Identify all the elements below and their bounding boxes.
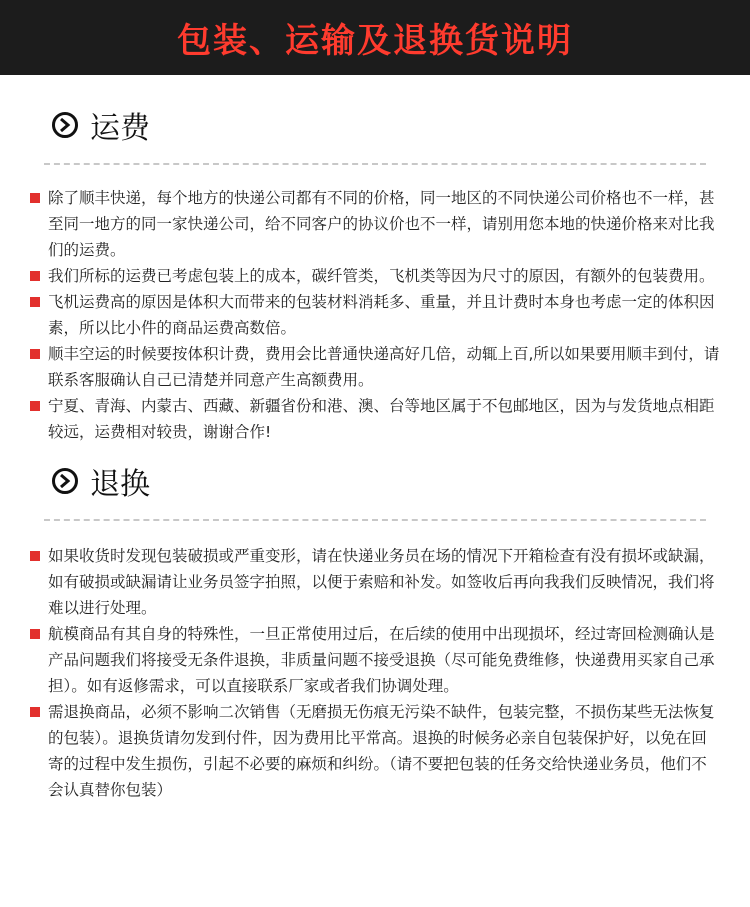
list-item: 顺丰空运的时候要按体积计费，费用会比普通快递高好几倍，动辄上百,所以如果要用顺丰到付，请联系客服确认自己已清楚并同意产生高额费用。 [30, 341, 720, 393]
header-banner [0, 0, 750, 75]
bullet-square-icon [30, 349, 40, 359]
page-title: 包装、运输及退换货说明 [177, 21, 573, 61]
bullet-square-icon [30, 193, 40, 203]
list-item: 宁夏、青海、内蒙古、西藏、新疆省份和港、澳、台等地区属于不包邮地区，因为与发货地点相距较远，运费相对较贵，谢谢合作! [30, 393, 720, 445]
shipping-section-title: 运费 [90, 111, 150, 146]
circle-arrow-right-icon [52, 112, 78, 138]
shipping-section-header [52, 103, 750, 147]
bullet-square-icon [30, 271, 40, 281]
returns-list [30, 543, 720, 803]
returns-section-header [52, 459, 750, 503]
list-item: 飞机运费高的原因是体积大而带来的包装材料消耗多、重量，并且计费时本身也考虑一定的体积因素，所以比小件的商品运费高数倍。 [30, 289, 720, 341]
list-item: 航模商品有其自身的特殊性，一旦正常使用过后，在后续的使用中出现损坏，经过寄回检测确认是产品问题我们将接受无条件退换，非质量问题不接受退换（尽可能免费维修，快递费用买家自己承担）。如有返修需求，可以直接联系厂家或者我们协调处理。 [30, 621, 720, 699]
shipping-list [30, 185, 720, 445]
bullet-square-icon [30, 629, 40, 639]
bullet-square-icon [30, 707, 40, 717]
list-item: 需退换商品，必须不影响二次销售（无磨损无伤痕无污染不缺件，包装完整，不损伤某些无法恢复的包装）。退换货请勿发到付件，因为费用比平常高。退换的时候务必亲自包装保护好，以免在回寄的过程中发生损伤，引起不必要的麻烦和纠纷。（请不要把包装的任务交给快递业务员，他们不会认真替你包装） [30, 699, 720, 803]
list-item: 我们所标的运费已考虑包装上的成本，碳纤管类，飞机类等因为尺寸的原因，有额外的包装费用。 [30, 263, 720, 289]
bullet-square-icon [30, 401, 40, 411]
bullet-square-icon [30, 297, 40, 307]
list-item: 如果收货时发现包装破损或严重变形，请在快递业务员在场的情况下开箱检查有没有损坏或缺漏，如有破损或缺漏请让业务员签字拍照，以便于索赔和补发。如签收后再向我我们反映情况，我们将难以进行处理。 [30, 543, 720, 621]
list-item: 除了顺丰快递，每个地方的快递公司都有不同的价格，同一地区的不同快递公司价格也不一样，甚至同一地方的同一家快递公司，给不同客户的协议价也不一样，请别用您本地的快递价格来对比我们的运费。 [30, 185, 720, 263]
returns-section-title: 退换 [90, 467, 150, 502]
circle-arrow-right-icon [52, 468, 78, 494]
bullet-square-icon [30, 551, 40, 561]
